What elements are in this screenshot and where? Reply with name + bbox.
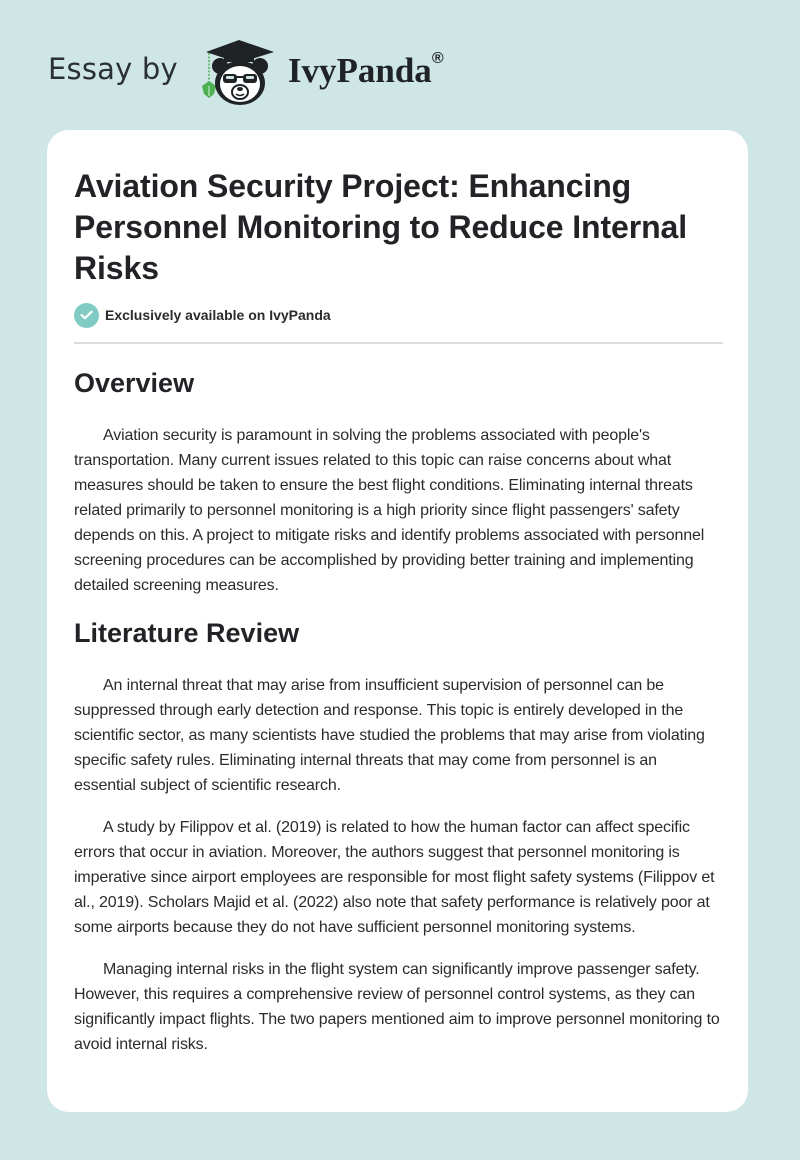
registered-mark: ®	[431, 50, 444, 68]
check-circle-icon	[74, 303, 99, 328]
divider	[74, 342, 723, 344]
section-heading: Overview	[74, 368, 195, 398]
site-header	[48, 36, 444, 108]
essay-title: Aviation Security Project: Enhancing Personnel Monitoring to Reduce Internal Risks	[74, 168, 688, 286]
paragraph: Aviation security is paramount in solving the problems associated with people's transportation. Many current issues related to this topic can raise concerns about what measures should be taken to ensure the best flight conditions. Eliminating internal threats related primarily to personnel monitoring is a high priority since flight passengers' safety depends on this. A project to mitigate risks and identify problems associated with personnel screening procedures can be accomplished by providing better training and implementing detailed screening measures.	[74, 427, 705, 594]
paragraph: An internal threat that may arise from insufficient supervision of personnel can be suppressed through early detection and response. This topic is entirely developed in the scientific sector, as many scientists have studied the problems that may arise from violating specific safety rules. Eliminating internal threats that may come from personnel is an essential subject of scientific research.	[74, 677, 705, 794]
exclusive-label: Exclusively available on IvyPanda	[105, 307, 331, 323]
paragraph: Managing internal risks in the flight system can significantly improve passenger safety. However, this requires a comprehensive review of personnel control systems, as they can significantly impact flights. The two papers mentioned aim to improve personnel monitoring to avoid internal risks.	[74, 961, 720, 1053]
essay-by-label: Essay by	[48, 52, 178, 86]
exclusive-badge	[74, 302, 721, 328]
section-literature-review	[74, 616, 721, 1057]
section-overview	[74, 366, 721, 598]
brand-name[interactable]: IvyPanda®	[287, 50, 444, 90]
paragraph: A study by Filippov et al. (2019) is related to how the human factor can affect specific errors that occur in aviation. Moreover, the authors suggest that personnel monitoring is imperative since airport employees are responsible for most flight safety systems (Filippov et al., 2019). Scholars Majid et al. (2022) also note that safety performance is relatively poor at some airports because they do not have sufficient personnel monitoring systems.	[74, 819, 715, 936]
panda-graduate-logo-icon[interactable]	[196, 36, 282, 108]
essay-card	[47, 130, 748, 1112]
section-heading: Literature Review	[74, 618, 300, 648]
